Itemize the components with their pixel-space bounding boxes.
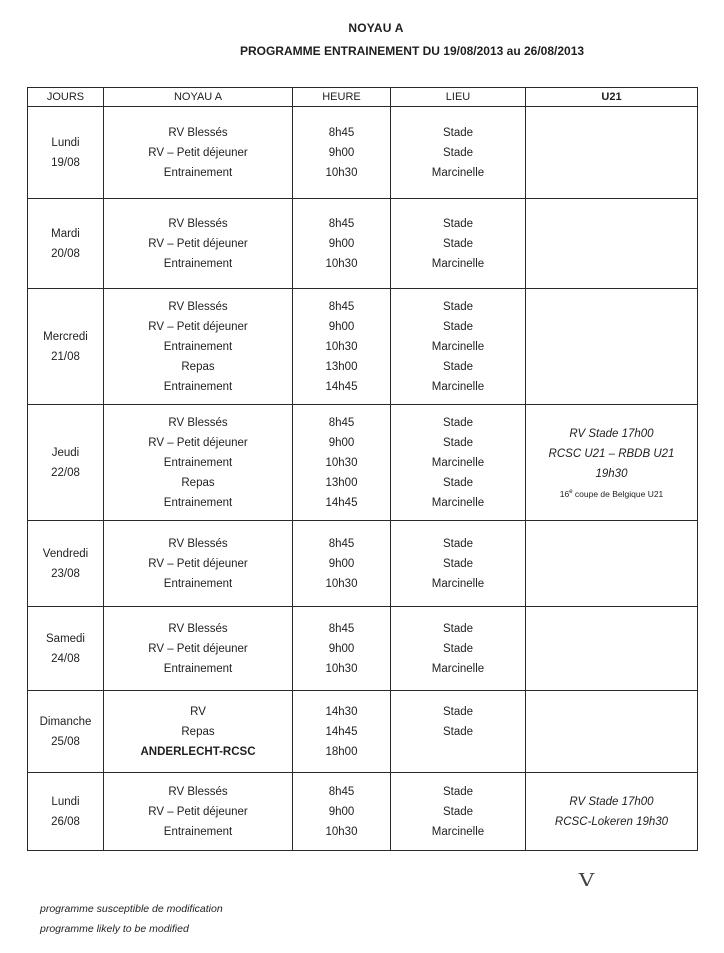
times-cell (293, 521, 391, 607)
activity: Entrainement (163, 380, 233, 393)
day-name: Dimanche (39, 715, 92, 728)
times-cell (293, 289, 391, 405)
day-name: Samedi (46, 632, 85, 645)
times-cell (293, 199, 391, 289)
day-cell (28, 405, 104, 521)
activities-cell (104, 199, 293, 289)
place: Marcinelle (431, 825, 485, 838)
time: 8h45 (328, 217, 355, 230)
time: 14h45 (325, 725, 358, 738)
day-date: 21/08 (51, 350, 80, 363)
place: Marcinelle (431, 340, 485, 353)
day-cell (28, 773, 104, 851)
u21-entry: RCSC-Lokeren 19h30 (554, 815, 669, 828)
activities-cell (104, 521, 293, 607)
time: 9h00 (328, 320, 355, 333)
u21-note-prefix: 16 (559, 488, 570, 499)
day-row (28, 691, 698, 773)
place: Stade (442, 805, 474, 818)
document-subtitle: PROGRAMME ENTRAINEMENT DU 19/08/2013 au 26/08/2013 (239, 44, 585, 58)
day-cell (28, 607, 104, 691)
activity: Repas (181, 476, 215, 489)
u21-note (526, 484, 697, 502)
day-cell (28, 107, 104, 199)
activities-cell (104, 607, 293, 691)
time: 9h00 (328, 557, 355, 570)
header-row (28, 88, 698, 107)
time: 8h45 (328, 126, 355, 139)
time: 9h00 (328, 805, 355, 818)
time: 14h45 (325, 496, 358, 509)
place: Stade (442, 436, 474, 449)
times-cell (293, 691, 391, 773)
place: Marcinelle (431, 662, 485, 675)
day-row (28, 773, 698, 851)
activity: RV – Petit déjeuner (148, 557, 248, 570)
time: 8h45 (328, 537, 355, 550)
day-cell (28, 289, 104, 405)
time: 13h00 (325, 360, 358, 373)
times-cell (293, 607, 391, 691)
place: Stade (442, 320, 474, 333)
activity: RV Blessés (168, 785, 228, 798)
u21-cell (526, 107, 698, 199)
day-date: 22/08 (51, 466, 80, 479)
u21-cell (526, 773, 698, 851)
activity: RV – Petit déjeuner (148, 320, 248, 333)
column-header-noyau: NOYAU A (104, 88, 293, 107)
place: Stade (442, 237, 474, 250)
time: 10h30 (325, 456, 358, 469)
day-row (28, 107, 698, 199)
place: Stade (442, 622, 474, 635)
activity: RV (190, 705, 206, 718)
day-cell (28, 521, 104, 607)
activity: RV Blessés (168, 126, 228, 139)
place: Marcinelle (431, 166, 485, 179)
place: Stade (442, 360, 474, 373)
place: Stade (442, 126, 474, 139)
place: Stade (442, 705, 474, 718)
place: Stade (442, 725, 474, 738)
places-cell (391, 107, 526, 199)
activity: RV – Petit déjeuner (148, 146, 248, 159)
day-name: Jeudi (51, 446, 80, 459)
day-row (28, 607, 698, 691)
time: 9h00 (328, 436, 355, 449)
day-name: Lundi (51, 136, 80, 149)
u21-entry: RCSC U21 – RBDB U21 (548, 447, 675, 460)
day-cell (28, 691, 104, 773)
places-cell (391, 405, 526, 521)
footnote-french: programme susceptible de modification (40, 903, 223, 915)
activity: Entrainement (163, 577, 233, 590)
day-cell (28, 199, 104, 289)
time: 14h45 (325, 380, 358, 393)
schedule-body (28, 107, 698, 851)
day-date: 20/08 (51, 247, 80, 260)
activities-cell (104, 691, 293, 773)
day-row (28, 405, 698, 521)
document-title: NOYAU A (348, 21, 404, 35)
activities-cell (104, 289, 293, 405)
activity: Repas (181, 360, 215, 373)
place: Marcinelle (431, 257, 485, 270)
time: 10h30 (325, 166, 358, 179)
u21-entry: 19h30 (595, 467, 628, 480)
place: Stade (442, 785, 474, 798)
places-cell (391, 691, 526, 773)
day-row (28, 199, 698, 289)
time: 8h45 (328, 622, 355, 635)
place: Stade (442, 416, 474, 429)
handwritten-check-mark: V (578, 870, 595, 891)
time: 14h30 (325, 705, 358, 718)
day-date: 25/08 (51, 735, 80, 748)
time: 18h00 (325, 745, 358, 758)
activity: Entrainement (163, 166, 233, 179)
activity: RV Blessés (168, 416, 228, 429)
place: Marcinelle (431, 496, 485, 509)
activity: RV – Petit déjeuner (148, 805, 248, 818)
day-row (28, 521, 698, 607)
time: 10h30 (325, 257, 358, 270)
place: Stade (442, 476, 474, 489)
column-header-lieu: LIEU (391, 88, 526, 107)
u21-cell (526, 521, 698, 607)
day-name: Vendredi (42, 547, 89, 560)
times-cell (293, 107, 391, 199)
u21-cell (526, 607, 698, 691)
place: Stade (442, 300, 474, 313)
activity: Entrainement (163, 340, 233, 353)
activity: Entrainement (163, 456, 233, 469)
activities-cell (104, 107, 293, 199)
day-date: 23/08 (51, 567, 80, 580)
activity: RV Blessés (168, 217, 228, 230)
day-name: Lundi (51, 795, 80, 808)
times-cell (293, 773, 391, 851)
time: 9h00 (328, 146, 355, 159)
day-row (28, 289, 698, 405)
activity: Entrainement (163, 825, 233, 838)
day-date: 26/08 (51, 815, 80, 828)
activity: Entrainement (163, 257, 233, 270)
times-cell (293, 405, 391, 521)
activity: Entrainement (163, 496, 233, 509)
places-cell (391, 289, 526, 405)
time: 10h30 (325, 662, 358, 675)
places-cell (391, 521, 526, 607)
time: 10h30 (325, 577, 358, 590)
place: Stade (442, 642, 474, 655)
column-header-u21: U21 (526, 88, 698, 107)
footnote-english: programme likely to be modified (40, 923, 189, 935)
column-header-heure: HEURE (293, 88, 391, 107)
time: 8h45 (328, 300, 355, 313)
place: Marcinelle (431, 380, 485, 393)
places-cell (391, 773, 526, 851)
day-name: Mercredi (43, 330, 88, 343)
activity: ANDERLECHT-RCSC (140, 745, 256, 758)
activity: RV – Petit déjeuner (148, 436, 248, 449)
u21-cell (526, 289, 698, 405)
day-date: 19/08 (51, 156, 80, 169)
place: Stade (442, 537, 474, 550)
activity: Entrainement (163, 662, 233, 675)
day-date: 24/08 (51, 652, 80, 665)
places-cell (391, 199, 526, 289)
column-header-jours: JOURS (28, 88, 104, 107)
schedule-table (27, 87, 698, 851)
time: 13h00 (325, 476, 358, 489)
activities-cell (104, 405, 293, 521)
activity: RV Blessés (168, 300, 228, 313)
place: Marcinelle (431, 577, 485, 590)
time: 9h00 (328, 642, 355, 655)
u21-entry: RV Stade 17h00 (569, 427, 654, 440)
time: 10h30 (325, 825, 358, 838)
place: Stade (442, 557, 474, 570)
activity: RV – Petit déjeuner (148, 237, 248, 250)
activity: RV Blessés (168, 622, 228, 635)
activities-cell (104, 773, 293, 851)
place-spacer (391, 742, 525, 762)
time: 9h00 (328, 237, 355, 250)
u21-entry: RV Stade 17h00 (569, 795, 654, 808)
place: Stade (442, 217, 474, 230)
time: 10h30 (325, 340, 358, 353)
places-cell (391, 607, 526, 691)
activity: RV Blessés (168, 537, 228, 550)
u21-cell (526, 691, 698, 773)
time: 8h45 (328, 416, 355, 429)
activity: RV – Petit déjeuner (148, 642, 248, 655)
place: Stade (442, 146, 474, 159)
time: 8h45 (328, 785, 355, 798)
u21-note-superscript: e (569, 488, 573, 495)
u21-note-text: coupe de Belgique U21 (574, 488, 664, 499)
place: Marcinelle (431, 456, 485, 469)
day-name: Mardi (51, 227, 80, 240)
activity: Repas (181, 725, 215, 738)
u21-cell (526, 405, 698, 521)
u21-cell (526, 199, 698, 289)
